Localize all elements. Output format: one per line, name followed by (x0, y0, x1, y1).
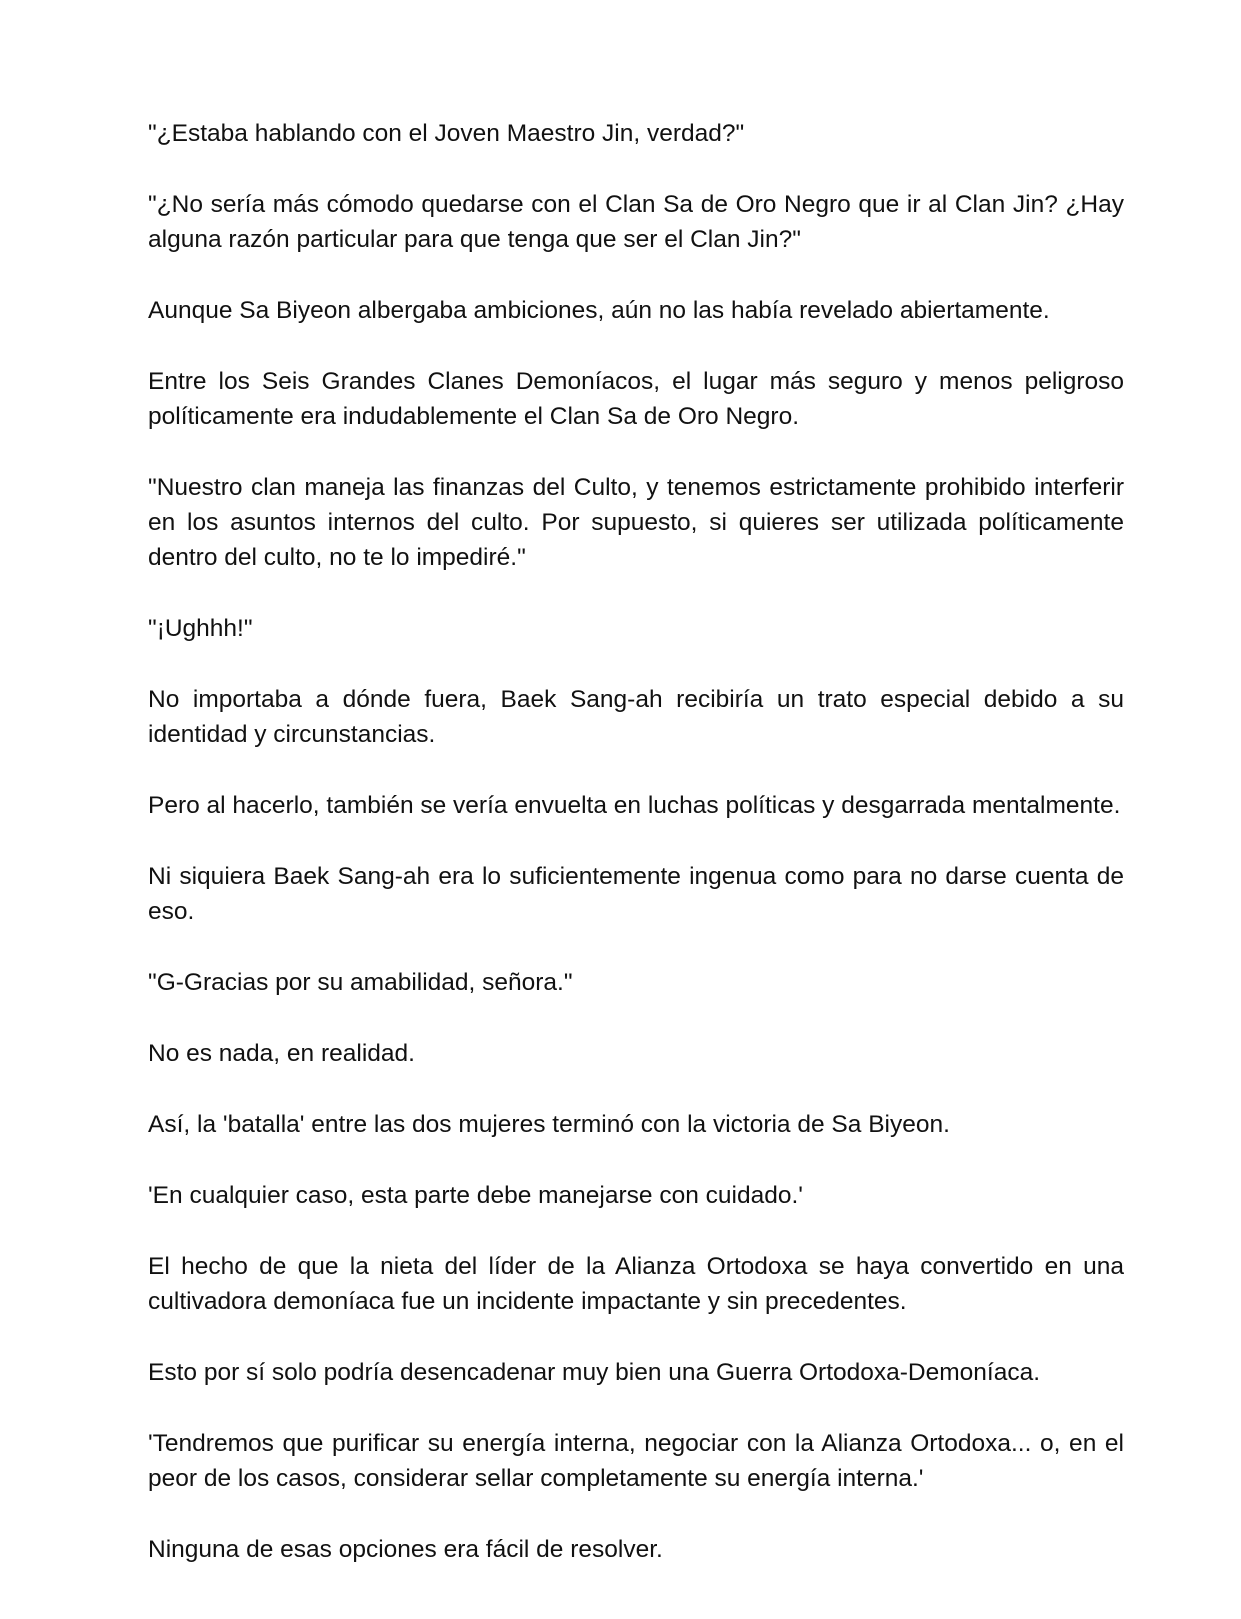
paragraph: Ninguna de esas opciones era fácil de resolver. (148, 1536, 663, 1563)
paragraph: "¿No sería más cómodo quedarse con el Clan Sa de Oro Negro que ir al Clan Jin? ¿Hay alguna razón particular para que tenga que ser el Clan Jin?" (148, 191, 1124, 253)
paragraph: No es nada, en realidad. (148, 1040, 415, 1067)
paragraph: Así, la 'batalla' entre las dos mujeres terminó con la victoria de Sa Biyeon. (148, 1111, 950, 1138)
document-body (148, 116, 1124, 1603)
paragraph: "¡Ughhh!" (148, 615, 253, 642)
paragraph: "Nuestro clan maneja las finanzas del Culto, y tenemos estrictamente prohibido interferir en los asuntos internos del culto. Por supuesto, si quieres ser utilizada políticamente dentro del culto, no te lo impediré." (148, 474, 1124, 571)
paragraph: No importaba a dónde fuera, Baek Sang-ah recibiría un trato especial debido a su identidad y circunstancias. (148, 686, 1124, 748)
paragraph: Pero al hacerlo, también se vería envuelta en luchas políticas y desgarrada mentalmente. (148, 792, 1121, 819)
paragraph: Esto por sí solo podría desencadenar muy bien una Guerra Ortodoxa-Demoníaca. (148, 1359, 1041, 1386)
paragraph: 'Tendremos que purificar su energía interna, negociar con la Alianza Ortodoxa... o, en el peor de los casos, considerar sellar completamente su energía interna.' (148, 1430, 1124, 1492)
paragraph: Aunque Sa Biyeon albergaba ambiciones, aún no las había revelado abiertamente. (148, 297, 1050, 324)
paragraph: "G-Gracias por su amabilidad, señora." (148, 969, 573, 996)
paragraph: Entre los Seis Grandes Clanes Demoníacos, el lugar más seguro y menos peligroso políticamente era indudablemente el Clan Sa de Oro Negro. (148, 368, 1124, 430)
paragraph: El hecho de que la nieta del líder de la Alianza Ortodoxa se haya convertido en una cultivadora demoníaca fue un incidente impactante y sin precedentes. (148, 1253, 1124, 1315)
paragraph: Ni siquiera Baek Sang-ah era lo suficientemente ingenua como para no darse cuenta de eso. (148, 863, 1124, 925)
paragraph: 'En cualquier caso, esta parte debe manejarse con cuidado.' (148, 1182, 803, 1209)
paragraph: "¿Estaba hablando con el Joven Maestro Jin, verdad?" (148, 120, 745, 147)
